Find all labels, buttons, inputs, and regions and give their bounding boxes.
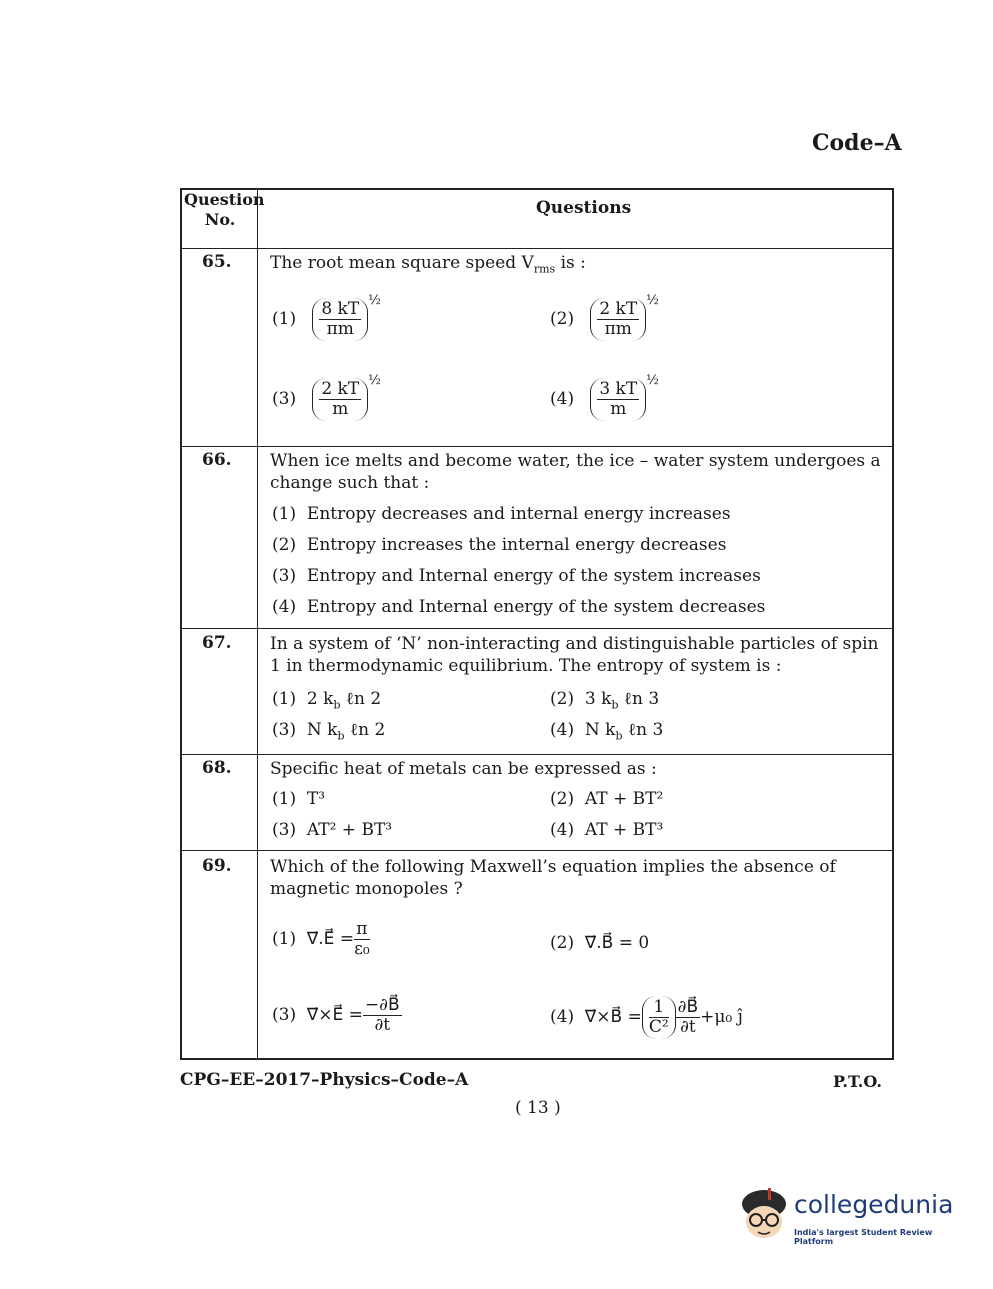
- option: (4) Entropy and Internal energy of the system decreases: [272, 597, 766, 617]
- header-questions: Questions: [536, 198, 632, 218]
- option: (2) $\frac{2 kT}{\pi m}$ $^{\frac{1}{2}}$: [550, 293, 659, 339]
- question-table: [180, 188, 894, 1060]
- option: (2) 3 $k_b$ ℓn 3: [550, 689, 660, 712]
- option: (1) T³: [272, 789, 326, 809]
- question-number: 65.: [202, 252, 232, 272]
- option: (2) ∇⃗.B⃗ = 0: [550, 933, 650, 953]
- question-number: 66.: [202, 450, 232, 470]
- question-text: When ice melts and become water, the ice – water system undergoes a change such that :: [270, 451, 881, 493]
- option: (3) AT² + BT³: [272, 820, 393, 840]
- option: (1) ∇⃗.E⃗ = $\frac{\pi}{\text{ε₀}}$: [272, 919, 370, 959]
- footer-code: CPG–EE–2017–Physics–Code–A: [180, 1070, 469, 1090]
- option: (2) Entropy increases the internal energy decreases: [272, 535, 727, 555]
- code-label: Code–A: [812, 130, 902, 156]
- option: (4) $\frac{3 kT}{m}$ $^{\frac{1}{2}}$: [550, 373, 659, 419]
- option: (4) AT + BT³: [550, 820, 664, 840]
- header-question-no: Question No.: [184, 190, 265, 229]
- question-text: In a system of ‘N’ non-interacting and distinguishable particles of spin 1 in thermodynamic equilibrium. The entropy of system is :: [270, 634, 879, 676]
- option: (3) Entropy and Internal energy of the system increases: [272, 566, 761, 586]
- logo-tagline: India's largest Student Review Platform: [794, 1228, 933, 1246]
- option: (1) Entropy decreases and internal energy increases: [272, 504, 731, 524]
- logo-name: collegedunia: [794, 1190, 954, 1219]
- question-text: The root mean square speed $V_{rms}$ is :: [270, 253, 586, 276]
- option: (1) $\frac{8 kT}{\pi m}$ $^{\frac{1}{2}}$: [272, 293, 381, 339]
- option: (3) $\frac{2 kT}{m}$ $^{\frac{1}{2}}$: [272, 373, 381, 419]
- option: (2) AT + BT²: [550, 789, 664, 809]
- option: (4) N $k_b$ ℓn 3: [550, 720, 664, 743]
- option: (1) 2 $k_b$ ℓn 2: [272, 689, 382, 712]
- collegedunia-logo[interactable]: [738, 1186, 968, 1246]
- question-text: Which of the following Maxwell’s equation implies the absence of magnetic monopoles ?: [270, 857, 836, 899]
- option: (3) N $k_b$ ℓn 2: [272, 720, 386, 743]
- option: (3) ∇⃗×E⃗ = $\frac{-\partial B⃗}{\partial t}$: [272, 995, 400, 1035]
- question-text: Specific heat of metals can be expressed as :: [270, 759, 657, 779]
- option: (4) ∇⃗×B⃗ = $\frac{1}{\text{C²}}$ $\frac{\partial B⃗}{\partial t}$ +μ₀ ĵ: [550, 997, 743, 1037]
- footer-pto: P.T.O.: [833, 1072, 882, 1091]
- question-number: 69.: [202, 856, 232, 876]
- page-number: ( 13 ): [515, 1098, 561, 1118]
- question-number: 67.: [202, 633, 232, 653]
- question-number: 68.: [202, 758, 232, 778]
- mascot-icon: [738, 1186, 790, 1244]
